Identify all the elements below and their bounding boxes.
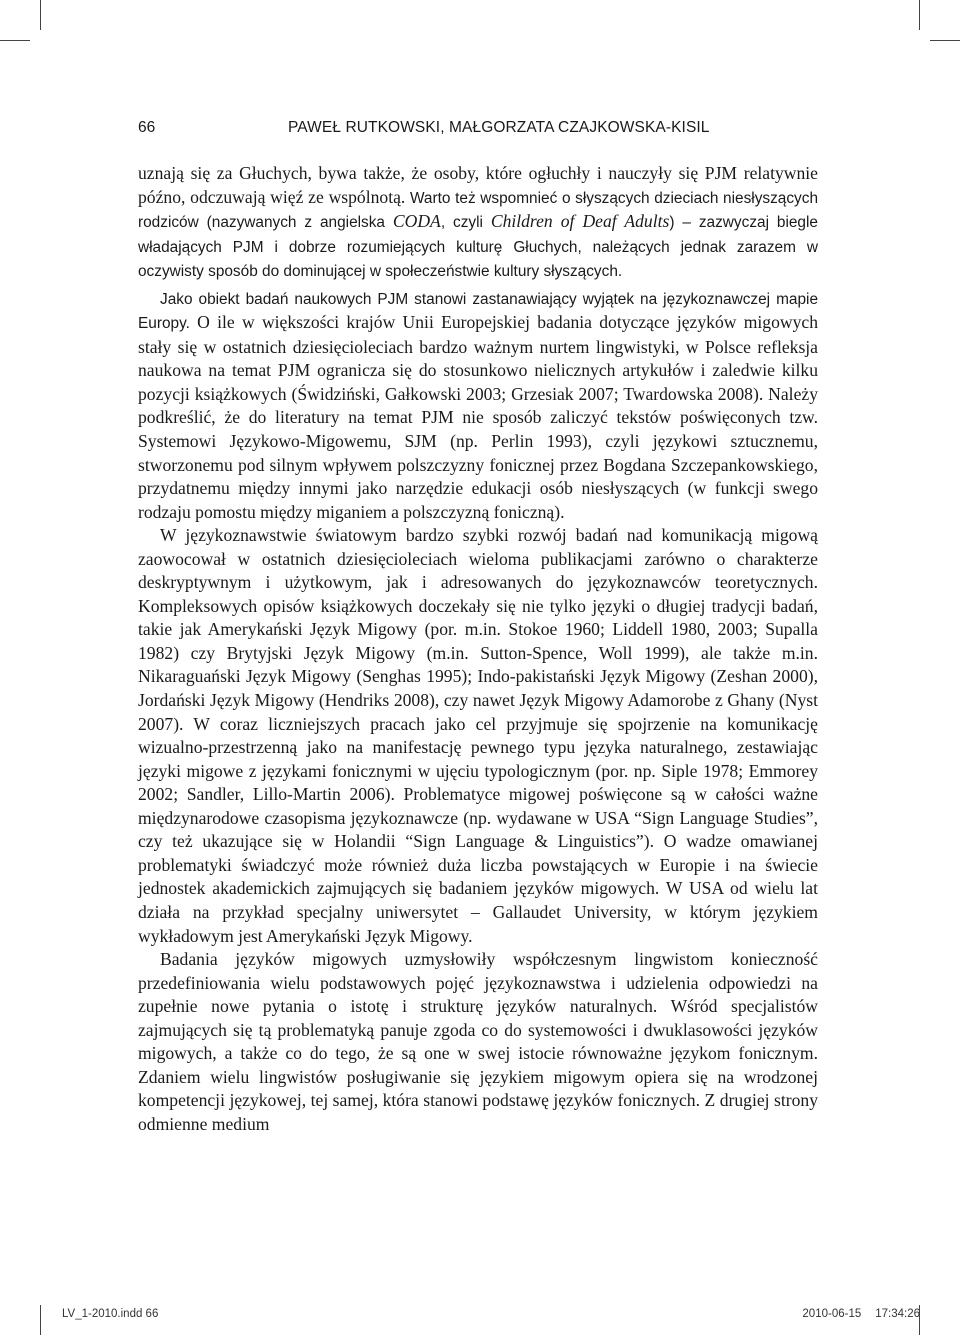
crop-mark-top-right bbox=[919, 0, 920, 30]
paragraph-2-serif-text: O ile w większości krajów Unii Europejskiej badania dotyczące języków migowych stały się w ostatnich dziesięcioleciach bardzo ważnym nurtem lingwistyki, w Polsce refleksja naukowa na temat PJM ogranicza się do stosunkowo nielicznych artykułów i zaledwie kilku pozycji książkowych (Świdziński, Gałkowski 2003; Grzesiak 2007; Twardowska 2008). Należy podkreślić, że do literatury na temat PJM nie sposób zaliczyć tekstów poświęconych tzw. Systemowi Językowo-Migowemu, SJM (np. Perlin 1993), czyli językowi sztucznemu, stworzonemu pod silnym wpływem polszczyzny fonicznej przez Bogdana Szczepankowskiego, przydatnemu między innymi jako narzędzie edukacji osób niesłyszących (w funkcji swego rodzaju pomostu między miganiem a polszczyzną foniczną). bbox=[138, 312, 818, 522]
running-head: PAWEŁ RUTKOWSKI, MAŁGORZATA CZAJKOWSKA-KISIL bbox=[288, 119, 710, 136]
paragraph-1-sans-text-c: ) – zazwyczaj biegle władających PJM i dobrze rozumiejących kulturę Głuchych, należących jednak zarazem w oczywisty sposób do dominującej w społeczeństwie kultury słyszących. bbox=[138, 214, 818, 281]
crop-mark-right-top bbox=[930, 40, 960, 41]
print-slug bbox=[62, 1308, 920, 1326]
paragraph-3: W językoznawstwie światowym bardzo szybki rozwój badań nad komunikacją migową zaowocował w ostatnich dziesięcioleciach wieloma publikacjami zarówno o charakterze deskryptywnym i użytkowym, jak i adresowanych do językoznawców teoretycznych. Kompleksowych opisów książkowych doczekały się nie tylko języki o długiej tradycji badań, takie jak Amerykański Język Migowy (por. m.in. Stokoe 1960; Liddell 1980, 2003; Supalla 1982) czy Brytyjski Język Migowy (m.in. Sutton-Spence, Woll 1999), ale także m.in. Nikaraguański Język Migowy (Senghas 1995); Indo-pakistański Język Migowy (Zeshan 2000), Jordański Język Migowy (Hendriks 2008), czy nawet Język Migowy Adamorobe z Ghany (Nyst 2007). W coraz liczniejszych pracach jako cel przyjmuje się spojrzenie na komunikację wizualno-przestrzenną jako na manifestację pewnego typu języka naturalnego, zestawiając języki migowe z językami fonicznymi w ujęciu typologicznym (por. np. Siple 1978; Emmorey 2002; Sandler, Lillo-Martin 2006). Problematyce migowej poświęcone są w całości ważne międzynarodowe czasopisma językoznawcze (np. wydawane w USA “Sign Language Studies”, czy też ukazujące się w Holandii “Sign Language & Linguistics”). O wadze omawianej problematyki świadczyć może również duża liczba powstających w Europie i na świecie jednostek akademickich zajmujących się badaniem języków migowych. W USA od wielu lat działa na przykład specjalny uniwersytet – Gallaudet University, w którym językiem wykładowym jest Amerykański Język Migowy. bbox=[138, 525, 818, 946]
paragraph-1-sans-text-b: , czyli bbox=[440, 214, 491, 232]
crop-mark-top-left bbox=[40, 0, 41, 30]
paragraph-1-sans-text-a: Warto też wspomnieć o słyszących dzieciach niesłyszących rodziców (nazywanych z angielska bbox=[138, 189, 819, 232]
paragraph-4: Badania języków migowych uzmysłowiły współczesnym lingwistom konieczność przedefiniowania wielu podstawowych pojęć językoznawstwa i udzielenia odpowiedzi na zupełnie nowe pytania o istotę i strukturę języków naturalnych. Wśród specjalistów zajmujących się tą problematyką panuje zgoda co do systemowości i dwuklasowości języków migowych, a także co do tego, że są one w swej istocie równoważne językom fonicznym. Zdaniem wielu lingwistów posługiwanie się językiem migowym opiera się na wrodzonej kompetencji językowej, tej samej, która stanowi podstawę języków fonicznych. Z drugiej strony odmienne medium bbox=[138, 949, 818, 1134]
slug-file-name: LV_1-2010.indd 66 bbox=[62, 1308, 159, 1320]
page-header bbox=[138, 119, 818, 141]
page-number: 66 bbox=[138, 119, 156, 136]
slug-time: 17:34:26 bbox=[875, 1308, 920, 1320]
paragraph-2-sans-text: Jako obiekt badań naukowych PJM stanowi zastanawiający wyjątek na językoznawczej mapie Europy. bbox=[138, 290, 818, 333]
paragraph-1 bbox=[138, 162, 818, 284]
children-of-deaf-adults-term: Children of Deaf Adults bbox=[490, 211, 670, 232]
paragraph-2 bbox=[138, 287, 818, 524]
coda-term: CODA bbox=[392, 211, 441, 232]
crop-mark-bottom-left bbox=[40, 1305, 41, 1335]
slug-date: 2010-06-15 bbox=[802, 1308, 862, 1320]
slug-timestamp bbox=[788, 1308, 920, 1320]
paragraph-1-serif-text: uznają się za Głuchych, bywa także, że osoby, które ogłuchły i nauczyły się PJM relatywnie późno, odczuwają więź ze wspólnotą. bbox=[138, 163, 818, 207]
body-text bbox=[138, 162, 818, 1136]
crop-mark-left-top bbox=[0, 40, 30, 41]
